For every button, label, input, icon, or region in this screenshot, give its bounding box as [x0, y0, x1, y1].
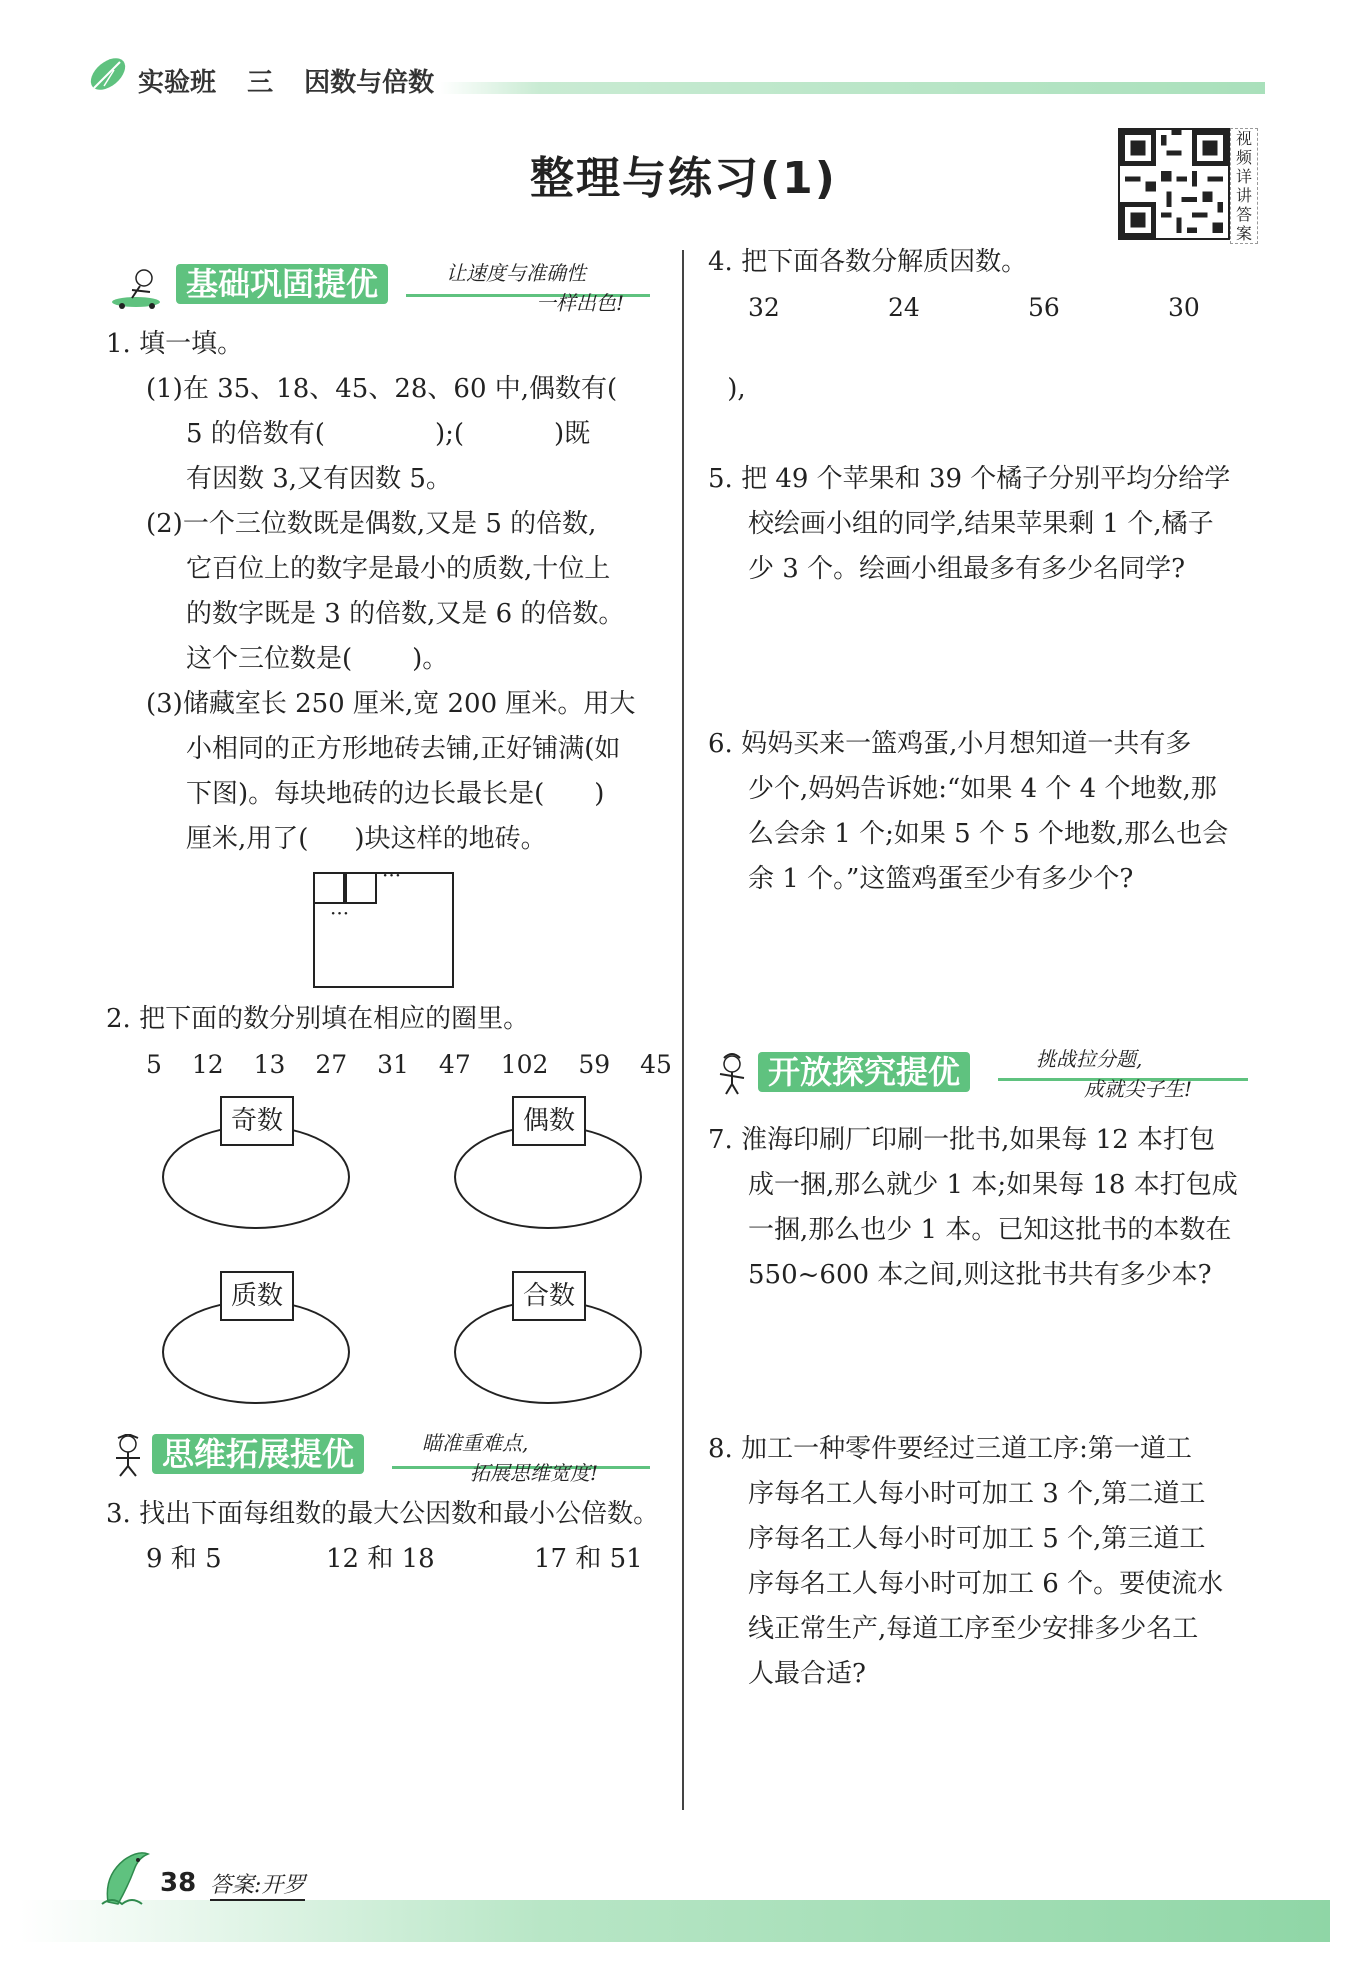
q4-number: 24: [888, 293, 920, 322]
q1-part2-line1: (2)一个三位数既是偶数,又是 5 的倍数,: [146, 509, 597, 539]
tile-dots: ···: [330, 901, 350, 925]
number-item: 27: [315, 1050, 348, 1079]
text: 这个三位数是(: [186, 644, 353, 674]
q1-part1-line3: 有因数 3,又有因数 5。: [186, 464, 452, 494]
number-item: 13: [253, 1050, 286, 1079]
section-banner-thinking: [96, 1431, 666, 1485]
text: (1)在 35、18、45、28、60 中,偶数有(: [146, 374, 618, 404]
unit-title: 因数与倍数: [304, 68, 435, 98]
q1-part3-line4: [186, 817, 547, 862]
section-banner-basic: [106, 261, 666, 315]
q1-part2-line4: [186, 637, 448, 682]
text: 下图)。每块地砖的边长最长是(: [186, 779, 545, 809]
composite-number-label: 合数: [512, 1271, 586, 1321]
even-number-label: 偶数: [512, 1096, 586, 1146]
q4-number: 56: [1028, 293, 1060, 322]
text: 厘米,用了(: [186, 824, 309, 854]
q1-part2-line2: 它百位上的数字是最小的质数,十位上: [186, 554, 611, 584]
q1-part1-line1: [146, 367, 746, 412]
question-3-title: 3. 找出下面每组数的最大公因数和最小公倍数。: [106, 1499, 660, 1529]
q8-line: 人最合适?: [748, 1659, 866, 1689]
q1-part2-line3: 的数字既是 3 的倍数,又是 6 的倍数。: [186, 599, 625, 629]
page-title: 整理与练习(1): [530, 153, 837, 204]
q1-part3-line1: (3)储藏室长 250 厘米,宽 200 厘米。用大: [146, 689, 636, 719]
q5-line: 少 3 个。绘画小组最多有多少名同学?: [748, 554, 1186, 584]
text: 5 的倍数有(: [186, 419, 325, 449]
number-item: 47: [438, 1050, 471, 1079]
section-banner-open: [700, 1047, 1260, 1101]
question-2-title: 2. 把下面的数分别填在相应的圈里。: [106, 1004, 530, 1034]
number-item: 5: [146, 1050, 162, 1079]
question-4-title: 4. 把下面各数分解质因数。: [708, 247, 1028, 277]
unit-number: 三: [247, 68, 274, 98]
qr-code-icon[interactable]: [1118, 128, 1230, 240]
section-title-open: 开放探究提优: [758, 1052, 970, 1092]
q8-line: 8. 加工一种零件要经过三道工序:第一道工: [708, 1434, 1192, 1464]
q3-group-3: 17 和 51: [534, 1544, 643, 1574]
section-motto: 成就尖子生!: [1084, 1077, 1193, 1101]
q6-line: 少个,妈妈告诉她:“如果 4 个 4 个地数,那: [748, 774, 1217, 804]
section-motto: 拓展思维宽度!: [470, 1461, 599, 1485]
q8-line: 序每名工人每小时可加工 5 个,第三道工: [748, 1524, 1206, 1554]
odd-number-label: 奇数: [220, 1096, 294, 1146]
number-item: 45: [640, 1050, 672, 1079]
q7-line: 7. 淮海印刷厂印刷一批书,如果每 12 本打包: [708, 1125, 1215, 1155]
girl-mascot-icon: [708, 1052, 762, 1096]
section-motto: 挑战拉分题,: [1036, 1047, 1143, 1071]
section-motto: 一样出色!: [536, 291, 625, 315]
q3-group-2: 12 和 18: [326, 1544, 435, 1574]
text: )既: [554, 419, 591, 449]
answer-code: 答案:开罗: [210, 1868, 305, 1901]
number-item: 12: [191, 1050, 224, 1079]
text: ): [594, 779, 605, 809]
leaf-logo-icon: [86, 52, 130, 96]
q8-line: 序每名工人每小时可加工 6 个。要使流水: [748, 1569, 1224, 1599]
tile-dots: ···: [382, 863, 402, 887]
footer-band: [20, 1900, 1330, 1942]
header-brand: [138, 62, 434, 99]
q4-number: 30: [1168, 293, 1200, 322]
prime-number-label: 质数: [220, 1271, 294, 1321]
q3-group-1: 9 和 5: [146, 1544, 222, 1574]
page-number: 38: [160, 1868, 197, 1898]
qr-caption: 视频详讲答案: [1230, 128, 1258, 244]
q1-part1-line2: [186, 412, 590, 457]
section-motto: 让速度与准确性: [446, 261, 586, 285]
dolphin-icon: [98, 1846, 156, 1908]
text: );(: [434, 419, 464, 449]
number-item: 31: [377, 1050, 409, 1079]
number-item: 59: [578, 1050, 611, 1079]
section-title-basic: 基础巩固提优: [176, 264, 388, 304]
q4-number: 32: [748, 293, 780, 322]
q2-number-list: [146, 1042, 672, 1087]
number-item: 102: [500, 1050, 549, 1079]
q7-line: 550~600 本之间,则这批书共有多少本?: [748, 1260, 1212, 1290]
q8-line: 线正常生产,每道工序至少安排多少名工: [748, 1614, 1199, 1644]
q7-line: 成一捆,那么就少 1 本;如果每 18 本打包成: [748, 1170, 1238, 1200]
brand-name: 实验班: [138, 68, 217, 98]
section-title-thinking: 思维拓展提优: [152, 1434, 364, 1474]
text: )块这样的地砖。: [354, 824, 547, 854]
q5-line: 5. 把 49 个苹果和 39 个橘子分别平均分给学: [708, 464, 1231, 494]
q1-part3-line2: 小相同的正方形地砖去铺,正好铺满(如: [186, 734, 621, 764]
q8-line: 序每名工人每小时可加工 3 个,第二道工: [748, 1479, 1206, 1509]
q5-line: 校绘画小组的同学,结果苹果剩 1 个,橘子: [748, 509, 1214, 539]
text: ),: [727, 374, 746, 404]
text: )。: [412, 644, 449, 674]
section-motto: 瞄准重难点,: [422, 1431, 529, 1455]
q7-line: 一捆,那么也少 1 本。已知这批书的本数在: [748, 1215, 1232, 1245]
q6-line: 余 1 个。”这篮鸡蛋至少有多少个?: [748, 864, 1134, 894]
column-divider: [682, 250, 684, 1810]
skateboarder-mascot-icon: [110, 266, 164, 310]
q6-line: 么会余 1 个;如果 5 个 5 个地数,那么也会: [748, 819, 1229, 849]
q6-line: 6. 妈妈买来一篮鸡蛋,小月想知道一共有多: [708, 729, 1192, 759]
q1-part3-line3: [186, 772, 604, 817]
question-1-title: 1. 填一填。: [106, 329, 244, 359]
header-band: [440, 82, 1265, 94]
boy-mascot-icon: [104, 1434, 158, 1478]
